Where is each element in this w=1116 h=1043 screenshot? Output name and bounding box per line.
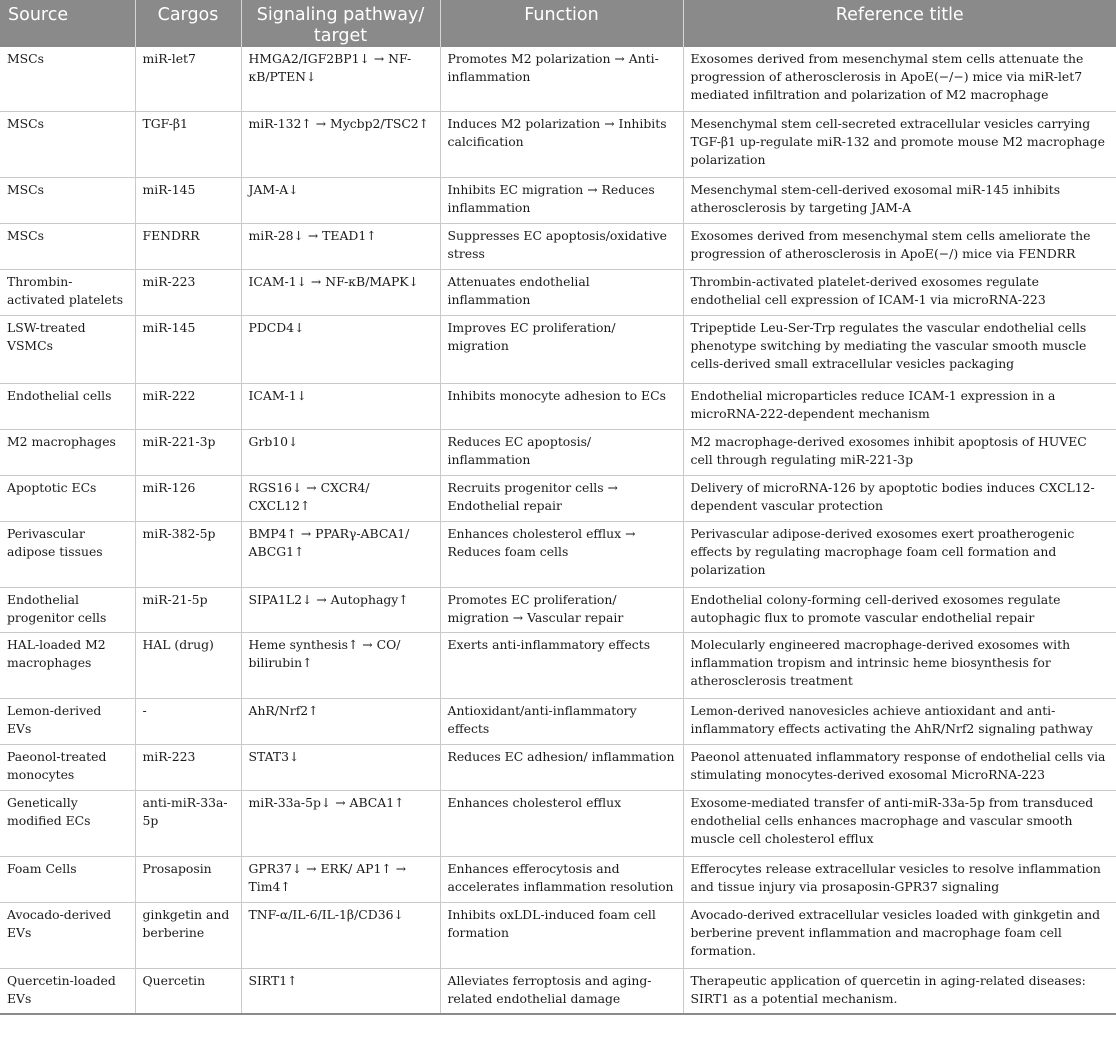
cell-function: Recruits progenitor cells → Endothelial repair [440,475,683,521]
cell-pathway: ICAM-1↓ [241,383,440,429]
cell-cargos: miR-221-3p [135,429,241,475]
cell-source: HAL-loaded M2 macrophages [0,632,135,698]
table-row [0,856,1116,902]
cell-reference: Efferocytes release extracellular vesicles to resolve inflammation and tissue injury via prosaposin-GPR37 signaling [683,856,1116,902]
cell-function: Inhibits EC migration → Reduces inflammation [440,177,683,223]
cell-function: Inhibits monocyte adhesion to ECs [440,383,683,429]
cell-pathway: miR-28↓ → TEAD1↑ [241,223,440,269]
cell-pathway: miR-33a-5p↓ → ABCA1↑ [241,790,440,856]
cell-source: Avocado-derived EVs [0,902,135,968]
cell-cargos: Quercetin [135,968,241,1014]
cell-cargos: HAL (drug) [135,632,241,698]
cell-source: Quercetin-loaded EVs [0,968,135,1014]
cell-source: M2 macrophages [0,429,135,475]
header-cargos: Cargos [135,0,241,47]
header-row [0,0,1116,47]
cell-function: Enhances efferocytosis and accelerates inflammation resolution [440,856,683,902]
cell-cargos: FENDRR [135,223,241,269]
cell-reference: Perivascular adipose-derived exosomes exert proatherogenic effects by regulating macrophage foam cell formation and polarization [683,521,1116,587]
header-reference: Reference title [683,0,1116,47]
cell-reference: Exosomes derived from mesenchymal stem cells ameliorate the progression of atherosclerosis in ApoE(−/) mice via FENDRR [683,223,1116,269]
cell-function: Promotes M2 polarization → Anti-inflammation [440,47,683,111]
cell-reference: Tripeptide Leu-Ser-Trp regulates the vascular endothelial cells phenotype switching by mediating the vascular smooth muscle cells-derived small extracellular vesicles packaging [683,315,1116,383]
table-row [0,475,1116,521]
cell-source: Endothelial cells [0,383,135,429]
cell-reference: Delivery of microRNA-126 by apoptotic bodies induces CXCL12-dependent vascular protection [683,475,1116,521]
cell-source: MSCs [0,223,135,269]
cell-pathway: GPR37↓ → ERK/ AP1↑ → Tim4↑ [241,856,440,902]
cell-source: Thrombin-activated platelets [0,269,135,315]
cell-reference: Endothelial colony-forming cell-derived exosomes regulate autophagic flux to promote vascular endothelial repair [683,587,1116,632]
table-header [0,0,1116,47]
table-row [0,111,1116,177]
cell-reference: M2 macrophage-derived exosomes inhibit apoptosis of HUVEC cell through regulating miR-221-3p [683,429,1116,475]
table-row [0,383,1116,429]
cell-pathway: PDCD4↓ [241,315,440,383]
cell-pathway: TNF-α/IL-6/IL-1β/CD36↓ [241,902,440,968]
cell-pathway: RGS16↓ → CXCR4/ CXCL12↑ [241,475,440,521]
cell-pathway: AhR/Nrf2↑ [241,698,440,744]
cell-cargos: miR-382-5p [135,521,241,587]
cell-function: Inhibits oxLDL-induced foam cell formation [440,902,683,968]
table-row [0,698,1116,744]
cell-reference: Lemon-derived nanovesicles achieve antioxidant and anti-inflammatory effects activating the AhR/Nrf2 signaling pathway [683,698,1116,744]
header-function: Function [440,0,683,47]
cell-source: Genetically modified ECs [0,790,135,856]
cell-pathway: Heme synthesis↑ → CO/ bilirubin↑ [241,632,440,698]
table-row [0,315,1116,383]
cell-reference: Mesenchymal stem cell-secreted extracellular vesicles carrying TGF-β1 up-regulate miR-132 and promote mouse M2 macrophage polarization [683,111,1116,177]
table-row [0,521,1116,587]
cell-reference: Endothelial microparticles reduce ICAM-1 expression in a microRNA-222-dependent mechanism [683,383,1116,429]
cell-source: Lemon-derived EVs [0,698,135,744]
cell-source: MSCs [0,47,135,111]
cell-function: Antioxidant/anti-inflammatory effects [440,698,683,744]
cell-cargos: miR-223 [135,744,241,790]
cell-cargos: miR-145 [135,315,241,383]
cell-pathway: SIPA1L2↓ → Autophagy↑ [241,587,440,632]
cell-reference: Avocado-derived extracellular vesicles loaded with ginkgetin and berberine prevent inflammation and macrophage foam cell formation. [683,902,1116,968]
cell-pathway: ICAM-1↓ → NF-κB/MAPK↓ [241,269,440,315]
cell-cargos: miR-21-5p [135,587,241,632]
cell-reference: Exosomes derived from mesenchymal stem cells attenuate the progression of atherosclerosis in ApoE(−/−) mice via miR-let7 mediated infiltration and polarization of M2 macrophage [683,47,1116,111]
cell-source: Perivascular adipose tissues [0,521,135,587]
table-row [0,47,1116,111]
cell-source: MSCs [0,177,135,223]
cell-function: Improves EC proliferation/ migration [440,315,683,383]
cell-function: Suppresses EC apoptosis/oxidative stress [440,223,683,269]
cell-function: Alleviates ferroptosis and aging-related endothelial damage [440,968,683,1014]
table-row [0,790,1116,856]
cell-cargos: - [135,698,241,744]
cell-cargos: miR-223 [135,269,241,315]
table-row [0,902,1116,968]
cell-reference: Therapeutic application of quercetin in aging-related diseases: SIRT1 as a potential mechanism. [683,968,1116,1014]
cell-function: Reduces EC adhesion/ inflammation [440,744,683,790]
cell-cargos: ginkgetin and berberine [135,902,241,968]
cell-source: Apoptotic ECs [0,475,135,521]
header-pathway: Signaling pathway/ target [241,0,440,47]
cell-function: Enhances cholesterol efflux → Reduces foam cells [440,521,683,587]
header-source: Source [0,0,135,47]
cell-cargos: anti-miR-33a-5p [135,790,241,856]
cell-pathway: SIRT1↑ [241,968,440,1014]
table-row [0,632,1116,698]
table-row [0,269,1116,315]
cell-cargos: miR-let7 [135,47,241,111]
cell-source: Foam Cells [0,856,135,902]
table-row [0,223,1116,269]
cell-function: Reduces EC apoptosis/ inflammation [440,429,683,475]
table-row [0,429,1116,475]
cell-reference: Thrombin-activated platelet-derived exosomes regulate endothelial cell expression of ICAM-1 via microRNA-223 [683,269,1116,315]
cell-pathway: JAM-A↓ [241,177,440,223]
cell-reference: Paeonol attenuated inflammatory response of endothelial cells via stimulating monocytes-derived exosomal MicroRNA-223 [683,744,1116,790]
cell-cargos: miR-126 [135,475,241,521]
cell-source: MSCs [0,111,135,177]
cell-function: Enhances cholesterol efflux [440,790,683,856]
cell-source: Endothelial progenitor cells [0,587,135,632]
cell-pathway: STAT3↓ [241,744,440,790]
cell-pathway: BMP4↑ → PPARγ-ABCA1/ ABCG1↑ [241,521,440,587]
cell-function: Exerts anti-inflammatory effects [440,632,683,698]
table-body [0,47,1116,1014]
cell-cargos: miR-222 [135,383,241,429]
cell-reference: Molecularly engineered macrophage-derived exosomes with inflammation tropism and intrinsic heme biosynthesis for atherosclerosis treatment [683,632,1116,698]
table-row [0,177,1116,223]
cell-reference: Mesenchymal stem-cell-derived exosomal miR-145 inhibits atherosclerosis by targeting JAM-A [683,177,1116,223]
table-row [0,744,1116,790]
cell-cargos: miR-145 [135,177,241,223]
cell-pathway: HMGA2/IGF2BP1↓ → NF-κB/PTEN↓ [241,47,440,111]
cell-function: Promotes EC proliferation/ migration → Vascular repair [440,587,683,632]
cell-function: Induces M2 polarization → Inhibits calcification [440,111,683,177]
table-row [0,587,1116,632]
cell-reference: Exosome-mediated transfer of anti-miR-33a-5p from transduced endothelial cells enhances macrophage and vascular smooth muscle cell cholesterol efflux [683,790,1116,856]
table-row [0,968,1116,1014]
cell-pathway: miR-132↑ → Mycbp2/TSC2↑ [241,111,440,177]
cell-cargos: TGF-β1 [135,111,241,177]
cell-cargos: Prosaposin [135,856,241,902]
cell-source: Paeonol-treated monocytes [0,744,135,790]
cell-source: LSW-treated VSMCs [0,315,135,383]
cell-function: Attenuates endothelial inflammation [440,269,683,315]
cell-pathway: Grb10↓ [241,429,440,475]
